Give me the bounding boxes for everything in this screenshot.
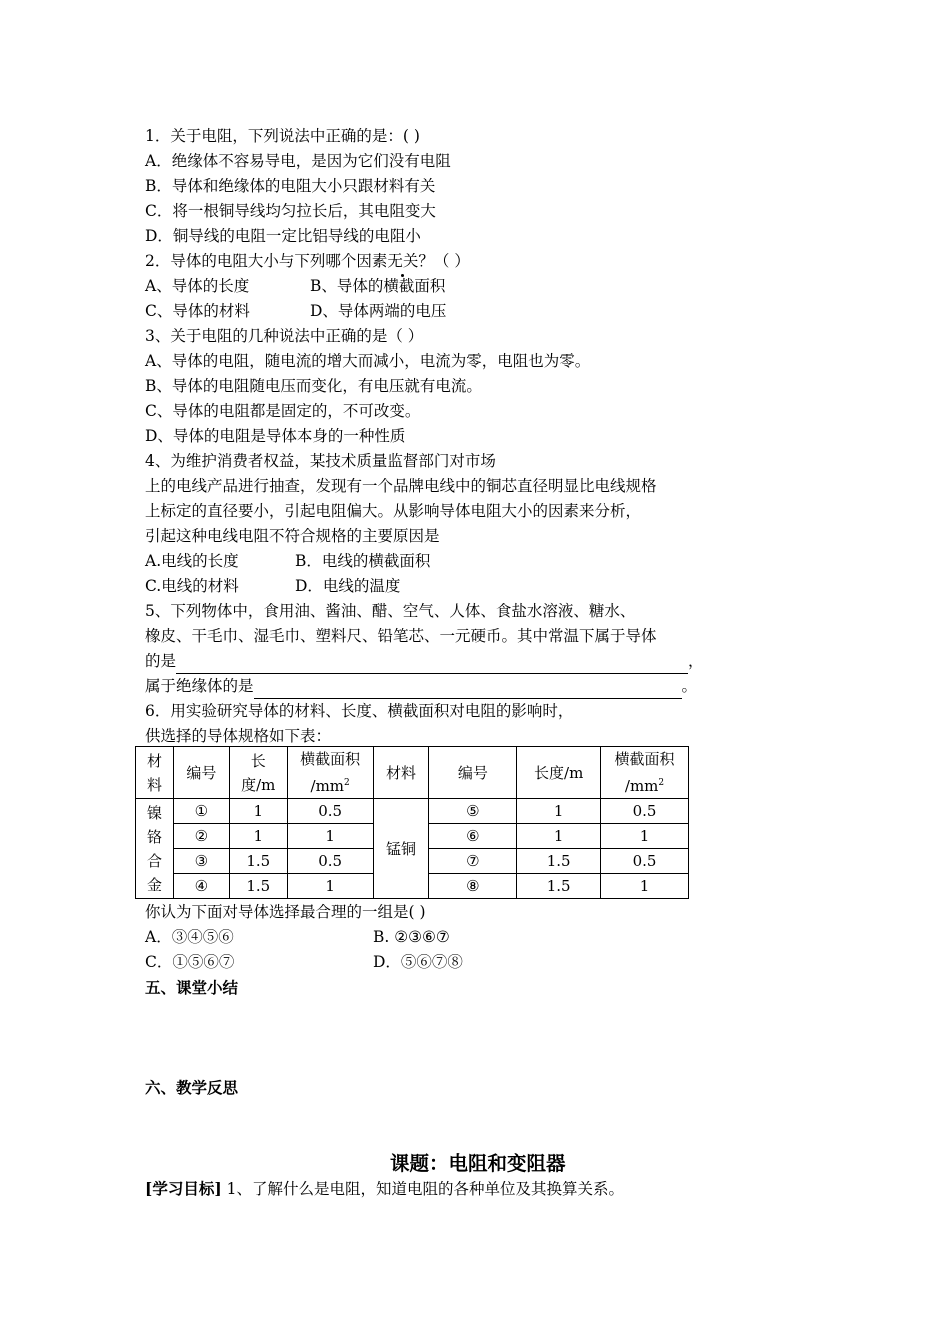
q6-options-row1 [145, 925, 697, 950]
table-cell: ⑧ [429, 874, 517, 899]
q4-stem-line1: 4、为维护消费者权益，某技术质量监督部门对市场 [145, 452, 496, 470]
table-cell: 0.5 [287, 799, 373, 824]
q4-option-a: A.电线的长度 [145, 552, 239, 570]
material-nichrome-cell: 镍 铬 合 金 [136, 799, 174, 899]
header-length-2: 长度/m [517, 747, 601, 799]
q5-conductor-end: ， [688, 652, 704, 670]
q3-stem: 3、关于电阻的几种说法中正确的是（ ） [145, 327, 424, 345]
q6-stem-line2: 供选择的导体规格如下表： [145, 727, 332, 745]
table-cell: ⑦ [429, 849, 517, 874]
header-area-1: 横截面积 $/mm^2$ [287, 747, 373, 799]
q1-option-a: A．绝缘体不容易导电，是因为它们没有电阻 [145, 152, 451, 170]
q5-stem-line1: 5、下列物体中，食用油、酱油、醋、空气、人体、食盐水溶液、糖水、 [145, 602, 636, 620]
learning-goal-label: [学习目标] [145, 1179, 222, 1198]
table-cell: ① [173, 799, 229, 824]
q2-option-b: B、导体的横截面积 [310, 277, 446, 295]
q4-option-d: D．电线的温度 [295, 577, 401, 595]
table-cell: 1 [287, 874, 373, 899]
q6-option-d: D．⑤⑥⑦⑧ [373, 953, 463, 971]
q4-option-c: C.电线的材料 [145, 577, 239, 595]
q1-option-b: B．导体和绝缘体的电阻大小只跟材料有关 [145, 177, 436, 195]
table-cell: 1.5 [229, 849, 287, 874]
q4-options-row2 [145, 574, 697, 599]
q5-conductor-label: 的是 [145, 652, 177, 670]
q1-option-d: D．铜导线的电阻一定比铝导线的电阻小 [145, 227, 421, 245]
q5-insulator-blank[interactable] [254, 680, 682, 699]
q5-insulator-label: 属于绝缘体的是 [145, 677, 254, 695]
q4-stem-line2: 上的电线产品进行抽查，发现有一个品牌电线中的铜芯直径明显比电线规格 [145, 477, 657, 495]
section-summary-heading: 五、课堂小结 [145, 978, 239, 997]
table-cell: ③ [173, 849, 229, 874]
q1-option-c: C．将一根铜导线均匀拉长后，其电阻变大 [145, 202, 436, 220]
q2-options-row2 [145, 299, 697, 324]
q2-option-d: D、导体两端的电压 [310, 302, 447, 320]
table-cell: ⑤ [429, 799, 517, 824]
q5-conductor-line [145, 649, 704, 674]
q3-option-d: D、导体的电阻是导体本身的一种性质 [145, 427, 406, 445]
learning-goal [145, 1176, 624, 1201]
q3-option-a: A、导体的电阻，随电流的增大而减小，电流为零，电阻也为零。 [145, 352, 591, 370]
table-cell: 0.5 [601, 799, 689, 824]
q4-stem-line4: 引起这种电线电阻不符合规格的主要原因是 [145, 527, 440, 545]
q6-stem-line1: 6．用实验研究导体的材料、长度、横截面积对电阻的影响时， [145, 702, 574, 720]
q4-options-row1 [145, 549, 697, 574]
q3-option-c: C、导体的电阻都是固定的，不可改变。 [145, 402, 421, 420]
table-cell: 1 [601, 874, 689, 899]
learning-goal-text: 1、了解什么是电阻，知道电阻的各种单位及其换算关系。 [221, 1180, 624, 1198]
header-length-1: 长 度/m [229, 747, 287, 799]
q5-conductor-blank[interactable] [176, 655, 688, 674]
q4-stem-line3: 上标定的直径要小，引起电阻偏大。从影响导体电阻大小的因素来分析， [145, 502, 642, 520]
table-cell: ② [173, 824, 229, 849]
q5-insulator-end: 。 [681, 677, 698, 695]
table-cell: 1 [601, 824, 689, 849]
q2-stem [145, 249, 697, 274]
worksheet-body [145, 124, 704, 749]
table-header-row [136, 747, 689, 799]
header-area-2: 横截面积 $/mm^2$ [601, 747, 689, 799]
worksheet-body-lower [145, 900, 697, 1000]
q2-stem-after: ？（ ） [418, 252, 470, 270]
q6-options-row2 [145, 950, 697, 975]
conductor-spec-table [135, 746, 689, 899]
q2-stem-before: 2．导体的电阻大小与下列哪个因素 [145, 252, 388, 270]
table-cell: 1 [229, 799, 287, 824]
header-material-1: 材 料 [136, 747, 174, 799]
q2-option-a: A、导体的长度 [145, 277, 250, 295]
table-cell: 1 [517, 799, 601, 824]
q4-option-b: B．电线的横截面积 [295, 552, 431, 570]
q5-stem-line2: 橡皮、干毛巾、湿毛巾、塑料尺、铅笔芯、一元硬币。其中常温下属于导体 [145, 627, 657, 645]
table-cell: ④ [173, 874, 229, 899]
table-cell: 1.5 [517, 874, 601, 899]
table-cell: 0.5 [601, 849, 689, 874]
table-row [136, 799, 689, 824]
q6-option-c: C．①⑤⑥⑦ [145, 953, 235, 971]
table-cell: 1 [229, 824, 287, 849]
q2-option-c: C、导体的材料 [145, 302, 250, 320]
q6-ask: 你认为下面对导体选择最合理的一组是( ) [145, 903, 426, 921]
q3-option-b: B、导体的电阻随电压而变化，有电压就有电流。 [145, 377, 482, 395]
table-cell: ⑥ [429, 824, 517, 849]
table-cell: 1 [287, 824, 373, 849]
header-material-2: 材料 [373, 747, 429, 799]
table-cell: 1 [517, 824, 601, 849]
header-id-1: 编号 [173, 747, 229, 799]
table-cell: 1.5 [229, 874, 287, 899]
material-manganin-cell: 锰铜 [373, 799, 429, 899]
q6-option-b: B. ②③⑥⑦ [373, 928, 450, 946]
table-cell: 0.5 [287, 849, 373, 874]
lesson-title: 课题：电阻和变阻器 [390, 1152, 566, 1175]
q2-stem-emphasis: 无关 [387, 249, 418, 274]
q5-insulator-line [145, 674, 697, 699]
header-id-2: 编号 [429, 747, 517, 799]
q1-stem: 1．关于电阻，下列说法中正确的是：( ) [145, 127, 420, 145]
table-cell: 1.5 [517, 849, 601, 874]
q2-options-row1 [145, 274, 697, 299]
section-reflection-heading: 六、教学反思 [145, 1078, 239, 1097]
q6-option-a: A．③④⑤⑥ [145, 928, 234, 946]
